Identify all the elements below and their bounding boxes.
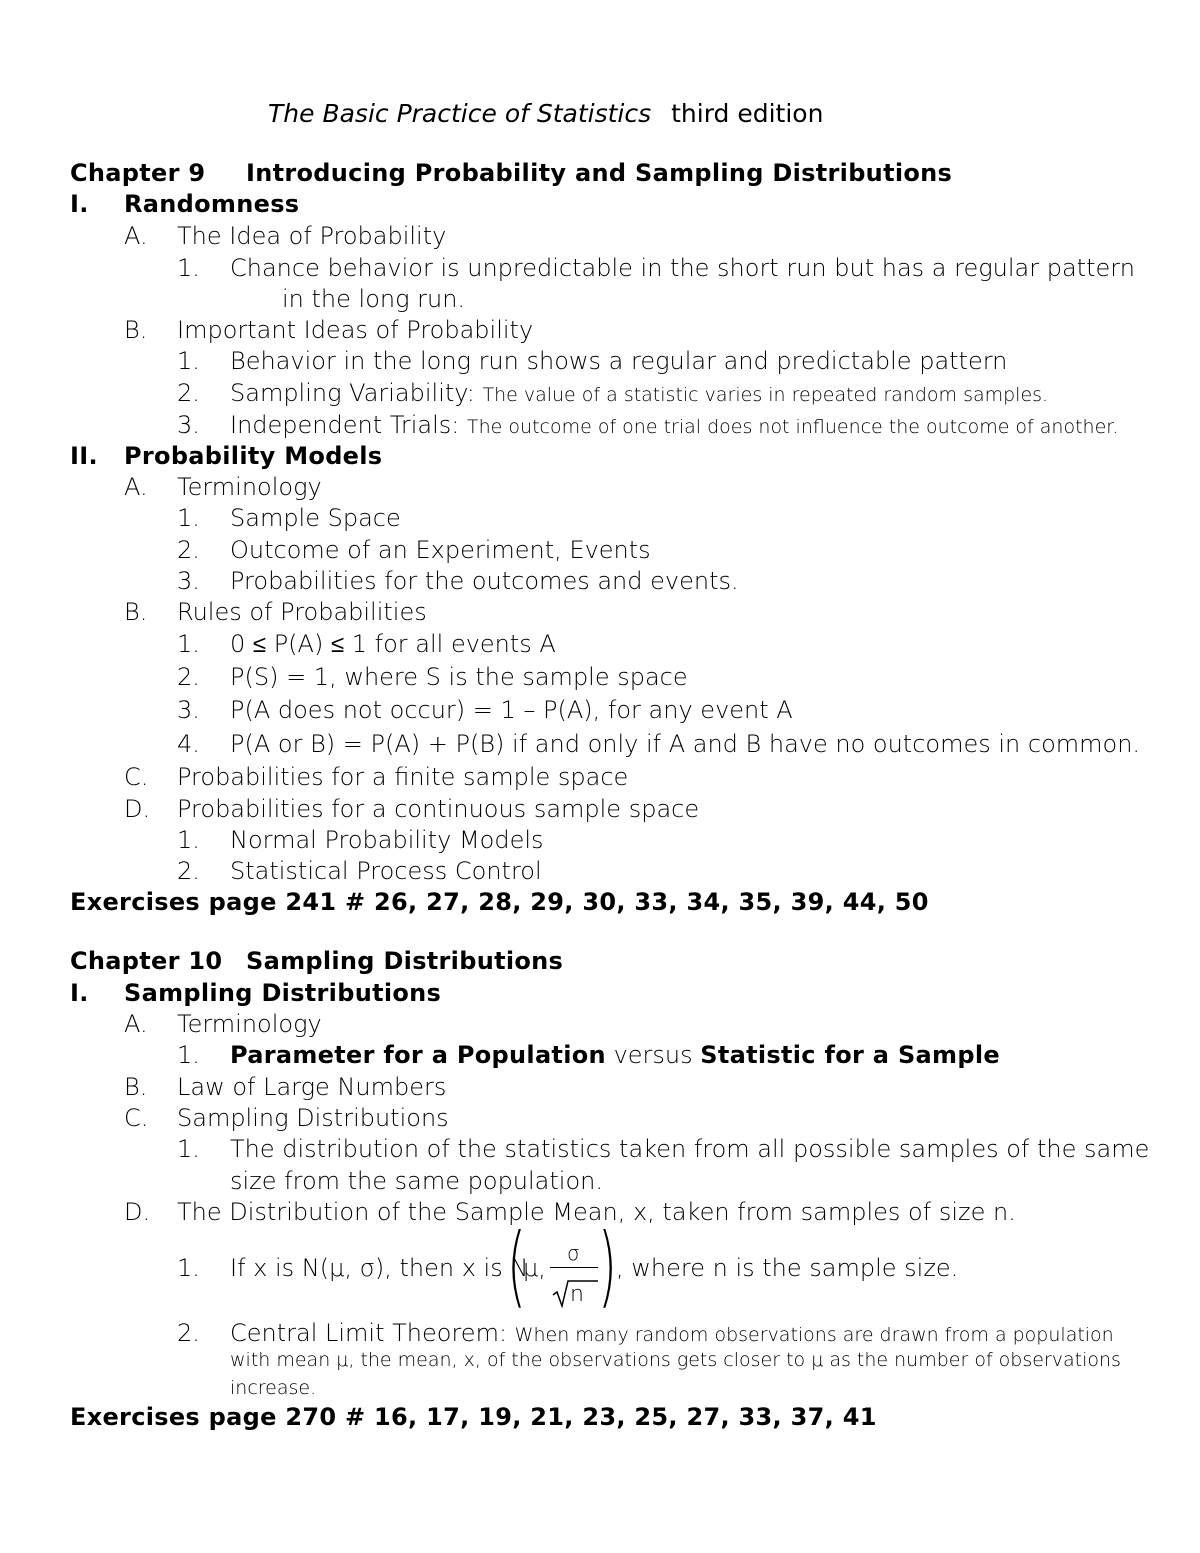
item-number: 1. [177,1254,200,1282]
item-text: Behavior in the long run shows a regular and predictable pattern [230,347,1008,375]
item-text: Probabilities for a continuous sample space [177,795,700,823]
term: Central Limit Theorem: [230,1319,508,1347]
item-text: Law of Large Numbers [177,1073,447,1101]
formula-suffix: , where n is the sample size. [616,1254,959,1282]
item-label: B. [124,316,148,344]
item-number: 3. [177,696,200,724]
item-label: A. [124,473,148,501]
section-title: Sampling Distributions [124,979,442,1007]
item-label: D. [124,1198,151,1226]
chapter-10-title: Sampling Distributions [246,947,564,975]
item-number: 2. [177,379,200,407]
item-number: 2. [177,663,200,691]
definition-continued: increase. [230,1377,317,1399]
term: Sampling Variability: [230,379,475,407]
item-text: The Idea of Probability [177,222,447,250]
versus-text: versus [613,1041,693,1069]
formula-mu: μ, [523,1254,546,1282]
item-label: D. [124,795,151,823]
item-text: Normal Probability Models [230,826,544,854]
item-label: A. [124,222,148,250]
item-text [230,378,1048,410]
section-title: Probability Models [124,442,383,470]
fraction-bar [550,1267,598,1268]
item-label: C. [124,763,149,791]
section-title: Randomness [124,190,300,218]
item-text: 0 ≤ P(A) ≤ 1 for all events A [230,630,556,658]
item-text: P(A or B) = P(A) + P(B) if and only if A and B have no outcomes in common. [230,730,1141,758]
document-title [268,99,823,129]
formula-prefix: If x is N(μ, σ), then x is N [230,1254,529,1282]
section-number: I. [70,190,89,218]
item-label: B. [124,1073,148,1101]
item-number: 2. [177,1319,200,1347]
item-text: P(A does not occur) = 1 – P(A), for any event A [230,696,793,724]
item-number: 1. [177,1135,200,1163]
left-parenthesis: ( [507,1214,526,1317]
item-text: Important Ideas of Probability [177,316,534,344]
item-text-continued: in the long run. [282,285,466,313]
definition: The value of a statistic varies in repeated random samples. [482,384,1049,406]
item-text: Statistical Process Control [230,857,542,885]
right-parenthesis: ) [598,1214,617,1317]
statistic-term: Statistic for a Sample [700,1041,1000,1069]
term: Independent Trials: [230,411,460,439]
item-number: 2. [177,536,200,564]
item-number: 3. [177,411,200,439]
item-number: 1. [177,826,200,854]
item-text: The Distribution of the Sample Mean, x, taken from samples of size n. [177,1198,1016,1226]
fraction-denominator: n [570,1282,584,1307]
item-label: C. [124,1104,149,1132]
item-text: Sample Space [230,504,401,532]
item-text: Outcome of an Experiment, Events [230,536,651,564]
chapter-10-label: Chapter 10 [70,947,223,975]
item-label: B. [124,598,148,626]
parameter-term: Parameter for a Population [230,1041,606,1069]
item-text-continued: size from the same population. [230,1167,603,1195]
item-text: Terminology [177,1010,322,1038]
item-number: 1. [177,1041,200,1069]
item-text: Probabilities for a finite sample space [177,763,629,791]
item-number: 3. [177,567,200,595]
section-number: I. [70,979,89,1007]
definition-continued: with mean μ, the mean, x, of the observations gets closer to μ as the number of observations [230,1349,1121,1371]
exercises-line: Exercises page 270 # 16, 17, 19, 21, 23, 25, 27, 33, 37, 41 [70,1403,877,1431]
item-number: 2. [177,857,200,885]
edition-label: third edition [671,99,824,128]
exercises-line: Exercises page 241 # 26, 27, 28, 29, 30, 33, 34, 35, 39, 44, 50 [70,888,929,916]
item-text: Terminology [177,473,322,501]
item-text: The distribution of the statistics taken from all possible samples of the same [230,1135,1150,1163]
item-text: Chance behavior is unpredictable in the short run but has a regular pattern [230,254,1135,282]
item-number: 1. [177,347,200,375]
definition: The outcome of one trial does not influence the outcome of another. [467,416,1119,438]
item-number: 4. [177,730,200,758]
item-text: Probabilities for the outcomes and events. [230,567,739,595]
section-number: II. [70,442,98,470]
fraction-numerator: σ [567,1241,580,1265]
item-number: 1. [177,504,200,532]
definition: When many random observations are drawn from a population [514,1324,1114,1346]
item-number: 1. [177,254,200,282]
chapter-9-label: Chapter 9 [70,159,206,187]
chapter-9-title: Introducing Probability and Sampling Distributions [246,159,953,187]
item-label: A. [124,1010,148,1038]
item-text: P(S) = 1, where S is the sample space [230,663,688,691]
book-title: The Basic Practice of Statistics [268,99,652,128]
item-text: Sampling Distributions [177,1104,449,1132]
item-number: 1. [177,630,200,658]
item-text [230,1040,1000,1070]
item-text [230,410,1118,442]
item-text: Rules of Probabilities [177,598,427,626]
